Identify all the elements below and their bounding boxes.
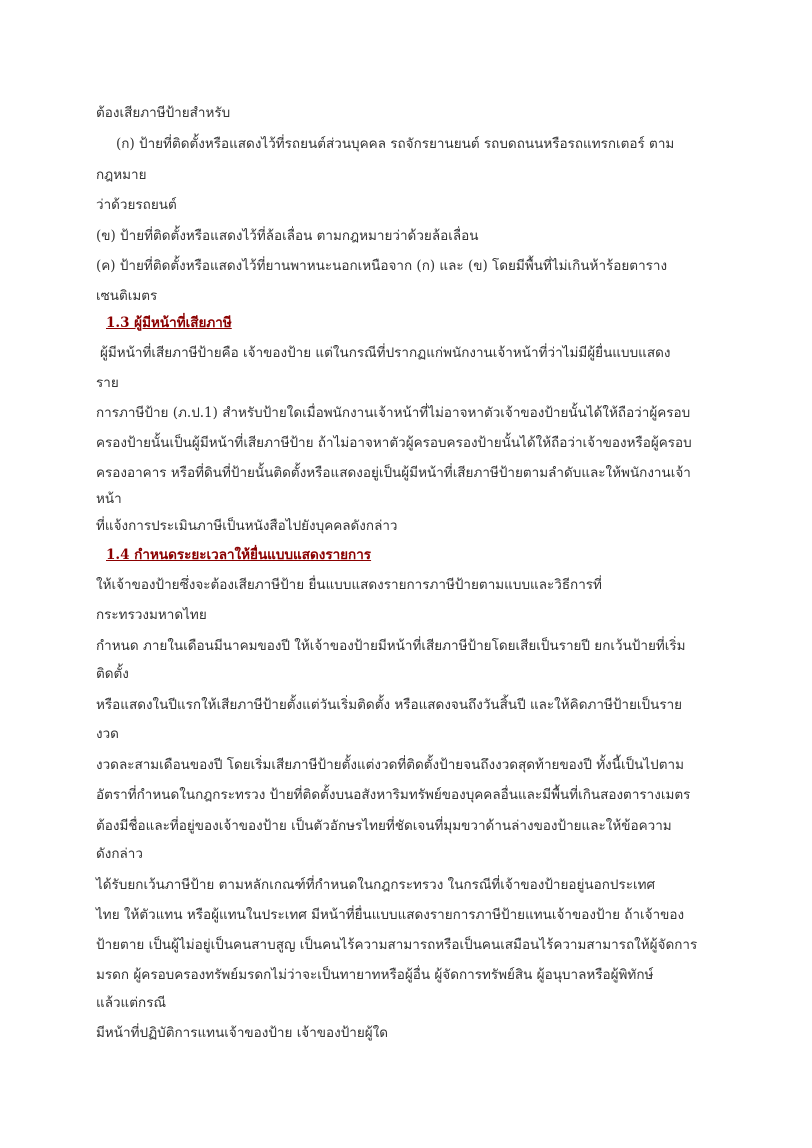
text-line: ผู้มีหน้าที่เสียภาษีป้ายคือ เจ้าของป้าย แต่ในกรณีที่ปรากฏแก่พนักงานเจ้าหน้าที่ว่าไม่มีผู้ยื่นแบบแสดง xyxy=(100,345,671,361)
text-line: ว่าด้วยรถยนต์ xyxy=(96,197,177,213)
text-line: ครองป้ายนั้นเป็นผู้มีหน้าที่เสียภาษีป้าย ถ้าไม่อาจหาตัวผู้ครอบครองป้ายนั้นได้ให้ถือว่าเจ้าของหรือผู้ครอบ xyxy=(96,435,692,451)
text-line: งวดละสามเดือนของปี โดยเริ่มเสียภาษีป้ายตั้งแต่งวดที่ติดตั้งป้ายจนถึงงวดสุดท้ายของปี ทั้งนี้เป็นไปตาม xyxy=(96,757,684,773)
text-line: กำหนด ภายในเดือนมีนาคมของปี ให้เจ้าของป้ายมีหน้าที่เสียภาษีป้ายโดยเสียเป็นรายปี ยกเว้นป้ายที่เริ่ม xyxy=(96,638,686,654)
text-line: ดังกล่าว xyxy=(96,846,143,862)
text-line: กฎหมาย xyxy=(96,167,147,183)
text-line: งวด xyxy=(96,726,119,742)
section-heading-1-4: 1.4 กำหนดระยะเวลาให้ยื่นแบบแสดงรายการ xyxy=(106,547,372,563)
text-line: ให้เจ้าของป้ายซึ่งจะต้องเสียภาษีป้าย ยื่นแบบแสดงรายการภาษีป้ายตามแบบและวิธีการที่ xyxy=(96,577,602,593)
text-line: ป้ายตาย เป็นผู้ไม่อยู่เป็นคนสาบสูญ เป็นคนไร้ความสามารถหรือเป็นคนเสมือนไร้ความสามารถให้ผู้จัดการ xyxy=(96,937,698,953)
section-heading-1-3: 1.3 ผู้มีหน้าที่เสียภาษี xyxy=(106,315,232,331)
text-line: ไทย ให้ตัวแทน หรือผู้แทนในประเทศ มีหน้าที่ยื่นแบบแสดงรายการภาษีป้ายแทนเจ้าของป้าย ถ้าเจ้าของ xyxy=(96,907,685,923)
text-line: การภาษีป้าย (ภ.ป.1) สำหรับป้ายใดเมื่อพนักงานเจ้าหน้าที่ไม่อาจหาตัวเจ้าของป้ายนั้นได้ให้ถือว่าผู้ครอบ xyxy=(96,405,691,421)
text-line: แล้วแต่กรณี xyxy=(96,995,166,1011)
text-line: หน้า xyxy=(96,491,122,507)
text-line: (ค) ป้ายที่ติดตั้งหรือแสดงไว้ที่ยานพาหนะนอกเหนือจาก (ก) และ (ข) โดยมีพื้นที่ไม่เกินห้าร้อยตาราง xyxy=(96,258,668,274)
text-line: ครองอาคาร หรือที่ดินที่ป้ายนั้นติดตั้งหรือแสดงอยู่เป็นผู้มีหน้าที่เสียภาษีป้ายตามลำดับและให้พนักงานเจ้า xyxy=(96,465,691,481)
text-line: หรือแสดงในปีแรกให้เสียภาษีป้ายตั้งแต่วันเริ่มติดตั้ง หรือแสดงจนถึงวันสิ้นปี และให้คิดภาษีป้ายเป็นราย xyxy=(96,697,683,713)
text-line: มรดก ผู้ครอบครองทรัพย์มรดกไม่ว่าจะเป็นทายาทหรือผู้อื่น ผู้จัดการทรัพย์สิน ผู้อนุบาลหรือผู้พิทักษ์ xyxy=(96,967,654,983)
text-line: ติดตั้ง xyxy=(96,666,129,682)
text-line: มีหน้าที่ปฏิบัติการแทนเจ้าของป้าย เจ้าของป้ายผู้ใด xyxy=(96,1025,389,1041)
text-line: ราย xyxy=(96,375,119,391)
text-line: ต้องเสียภาษีป้ายสำหรับ xyxy=(96,105,231,121)
text-line: เซนติเมตร xyxy=(96,288,158,304)
text-line: (ข) ป้ายที่ติดตั้งหรือแสดงไว้ที่ล้อเลื่อน ตามกฎหมายว่าด้วยล้อเลื่อน xyxy=(96,228,479,244)
text-line: ได้รับยกเว้นภาษีป้าย ตามหลักเกณฑ์ที่กำหนดในกฎกระทรวง ในกรณีที่เจ้าของป้ายอยู่นอกประเทศ xyxy=(96,877,656,893)
text-line: (ก) ป้ายที่ติดตั้งหรือแสดงไว้ที่รถยนต์ส่วนบุคคล รถจักรยานยนต์ รถบดถนนหรือรถแทรกเตอร์ ตาม xyxy=(116,136,675,152)
text-line: ที่แจ้งการประเมินภาษีเป็นหนังสือไปยังบุคคลดังกล่าว xyxy=(96,518,398,534)
text-line: อัตราที่กำหนดในกฎกระทรวง ป้ายที่ติดตั้งบนอสังหาริมทรัพย์ของบุคคลอื่นและมีพื้นที่เกินสองตารางเมตร xyxy=(96,787,691,803)
text-line: กระทรวงมหาดไทย xyxy=(96,607,207,623)
text-line: ต้องมีชื่อและที่อยู่ของเจ้าของป้าย เป็นตัวอักษรไทยที่ชัดเจนที่มุมขวาด้านล่างของป้ายและให้ข้อความ xyxy=(96,818,672,834)
